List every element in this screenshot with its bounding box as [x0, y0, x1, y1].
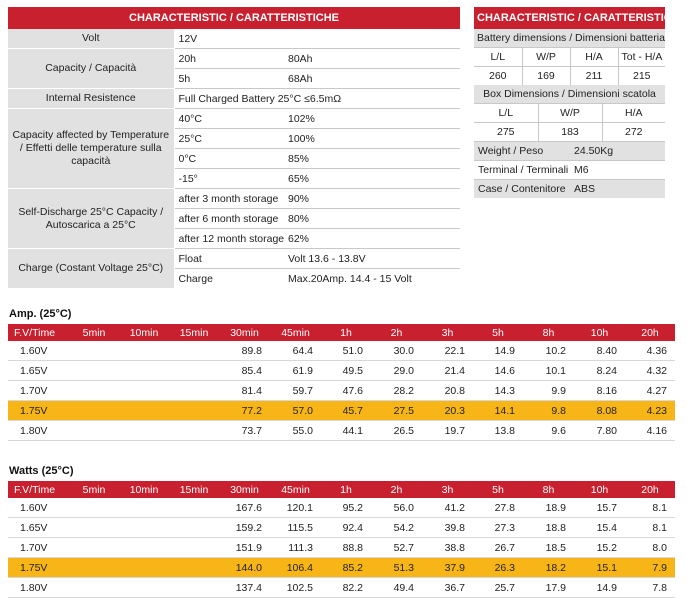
- volt-label: Volt: [8, 29, 174, 49]
- table-cell: [169, 518, 219, 538]
- table-cell: 14.9: [473, 341, 523, 361]
- table-cell: 55.0: [270, 421, 321, 441]
- table-cell: 27.3: [473, 518, 523, 538]
- row-self-discharge-3: [8, 189, 460, 209]
- column-header: 3h: [422, 324, 473, 341]
- column-header: 3h: [422, 481, 473, 498]
- table-cell: 115.5: [270, 518, 321, 538]
- table-cell: 36.7: [422, 578, 473, 598]
- table-cell: 18.8: [523, 518, 574, 538]
- capacity-value: 80Ah: [286, 49, 460, 69]
- table-cell: 9.6: [523, 421, 574, 441]
- table-cell: 61.9: [270, 361, 321, 381]
- table-cell: 14.3: [473, 381, 523, 401]
- terminal-label: Terminal / Terminali: [474, 161, 570, 180]
- temperature-condition: 25°C: [174, 129, 286, 149]
- row-temp-40: [8, 109, 460, 129]
- dimensions-header: W/P: [522, 48, 570, 67]
- table-cell: 20.3: [422, 401, 473, 421]
- table-cell: 27.8: [473, 498, 523, 518]
- column-header: 2h: [371, 481, 422, 498]
- row-volt: [8, 29, 460, 49]
- dimensions-header-row: [474, 48, 665, 67]
- weight-label: Weight / Peso: [474, 142, 570, 161]
- table-cell: 88.8: [321, 538, 371, 558]
- self-discharge-condition: after 3 month storage: [174, 189, 286, 209]
- capacity-label: Capacity / Capacità: [8, 49, 174, 89]
- row-voltage: 1.60V: [8, 341, 69, 361]
- table-cell: 7.8: [625, 578, 675, 598]
- battery-table: [474, 7, 687, 198]
- table-cell: 4.36: [625, 341, 675, 361]
- table-cell: 111.3: [270, 538, 321, 558]
- table-row: [8, 361, 675, 381]
- charge-mode: Charge: [174, 269, 286, 289]
- table-cell: [69, 381, 119, 401]
- row-capacity-20h: [8, 49, 460, 69]
- watts-table-title: Watts (25°C): [9, 465, 74, 477]
- table-cell: 9.9: [523, 381, 574, 401]
- table-cell: [119, 538, 169, 558]
- table-cell: [119, 578, 169, 598]
- table-cell: [69, 361, 119, 381]
- column-header: 5h: [473, 324, 523, 341]
- table-cell: 15.1: [574, 558, 625, 578]
- table-cell: 82.2: [321, 578, 371, 598]
- table-cell: 30.0: [371, 341, 422, 361]
- table-cell: 8.1: [625, 518, 675, 538]
- column-header: 10h: [574, 481, 625, 498]
- column-header: 10h: [574, 324, 625, 341]
- table-cell: [69, 538, 119, 558]
- column-header: F.V/Time: [8, 481, 69, 498]
- column-header: 1h: [321, 481, 371, 498]
- table-row: [8, 421, 675, 441]
- table-cell: 49.5: [321, 361, 371, 381]
- table-cell: 57.0: [270, 401, 321, 421]
- table-cell: 47.6: [321, 381, 371, 401]
- row-charge-float: [8, 249, 460, 269]
- column-header: 30min: [219, 481, 270, 498]
- table-cell: 4.32: [625, 361, 675, 381]
- table-cell: [119, 361, 169, 381]
- table-cell: 26.7: [473, 538, 523, 558]
- dimensions-header: L/L: [474, 48, 522, 67]
- internal-resistance-condition: Full Charged Battery 25°C: [178, 92, 302, 105]
- table-cell: 15.7: [574, 498, 625, 518]
- amp-discharge-table: [8, 324, 675, 441]
- dimensions-value: 211: [570, 67, 618, 86]
- table-cell: 14.1: [473, 401, 523, 421]
- characteristics-table: [8, 7, 460, 288]
- row-voltage: 1.80V: [8, 578, 69, 598]
- temperature-value: 85%: [286, 149, 460, 169]
- row-voltage: 1.70V: [8, 381, 69, 401]
- table-cell: 8.08: [574, 401, 625, 421]
- column-header: 20h: [625, 324, 675, 341]
- column-header: 10min: [119, 324, 169, 341]
- table-cell: 120.1: [270, 498, 321, 518]
- table-cell: 13.8: [473, 421, 523, 441]
- table-cell: 27.5: [371, 401, 422, 421]
- table-cell: [119, 498, 169, 518]
- table-cell: 26.3: [473, 558, 523, 578]
- capacity-time: 5h: [174, 69, 286, 89]
- table-row: [8, 341, 675, 361]
- table-cell: [119, 558, 169, 578]
- table-cell: 15.2: [574, 538, 625, 558]
- table-cell: 38.8: [422, 538, 473, 558]
- temperature-label: Capacity affected by Temperature / Effetti delle temperature sulla capacità: [8, 109, 174, 189]
- table-cell: [169, 421, 219, 441]
- table-cell: [69, 401, 119, 421]
- terminal-row: [474, 161, 665, 180]
- characteristics-title: CHARACTERISTIC / CARATTERISTICHE: [8, 7, 460, 29]
- table-cell: 29.0: [371, 361, 422, 381]
- box-value: 183: [538, 123, 602, 142]
- table-cell: 8.24: [574, 361, 625, 381]
- dimensions-header: Tot - H/A: [618, 48, 665, 67]
- table-cell: [69, 558, 119, 578]
- table-cell: [169, 498, 219, 518]
- column-header: 45min: [270, 481, 321, 498]
- table-cell: 8.1: [625, 498, 675, 518]
- box-dimensions-title: Box Dimensions / Dimensioni scatola: [474, 85, 665, 104]
- table-cell: 26.5: [371, 421, 422, 441]
- temperature-value: 100%: [286, 129, 460, 149]
- table-cell: [169, 341, 219, 361]
- table-cell: [69, 578, 119, 598]
- table-cell: 77.2: [219, 401, 270, 421]
- table-cell: 59.7: [270, 381, 321, 401]
- table-cell: 39.8: [422, 518, 473, 538]
- table-cell: 8.16: [574, 381, 625, 401]
- table-cell: 159.2: [219, 518, 270, 538]
- temperature-condition: 0°C: [174, 149, 286, 169]
- charge-value: Max.20Amp. 14.4 - 15 Volt: [286, 269, 460, 289]
- table-cell: [69, 421, 119, 441]
- dimensions-header: H/A: [570, 48, 618, 67]
- temperature-condition: 40°C: [174, 109, 286, 129]
- table-cell: [69, 498, 119, 518]
- box-header: W/P: [538, 104, 602, 123]
- table-cell: 52.7: [371, 538, 422, 558]
- table-cell: [169, 361, 219, 381]
- table-cell: 51.3: [371, 558, 422, 578]
- table-cell: [119, 518, 169, 538]
- box-header-row: [474, 104, 665, 123]
- weight-row: [474, 142, 665, 161]
- row-voltage: 1.70V: [8, 538, 69, 558]
- column-header: 15min: [169, 481, 219, 498]
- weight-value: 24.50Kg: [570, 142, 665, 161]
- internal-resistance-label: Internal Resistence: [8, 89, 174, 109]
- row-voltage: 1.75V: [8, 401, 69, 421]
- row-voltage: 1.65V: [8, 518, 69, 538]
- internal-resistance-value: ≤6.5mΩ: [304, 92, 342, 105]
- table-cell: [119, 401, 169, 421]
- table-cell: 41.2: [422, 498, 473, 518]
- table-cell: 14.9: [574, 578, 625, 598]
- battery-title: CHARACTERISTIC / CARATTERISTICHE: [474, 7, 665, 29]
- table-cell: 92.4: [321, 518, 371, 538]
- table-cell: 151.9: [219, 538, 270, 558]
- case-value: ABS: [570, 180, 665, 199]
- self-discharge-value: 62%: [286, 229, 460, 249]
- table-cell: 64.4: [270, 341, 321, 361]
- table-row: [8, 578, 675, 598]
- box-value-row: [474, 123, 665, 142]
- table-cell: 9.8: [523, 401, 574, 421]
- capacity-time: 20h: [174, 49, 286, 69]
- column-header: 2h: [371, 324, 422, 341]
- column-header: 15min: [169, 324, 219, 341]
- table-cell: 95.2: [321, 498, 371, 518]
- table-cell: 18.2: [523, 558, 574, 578]
- table-cell: 51.0: [321, 341, 371, 361]
- watts-discharge-table: [8, 481, 675, 598]
- table-cell: [169, 538, 219, 558]
- table-cell: [119, 421, 169, 441]
- volt-value: 12V: [178, 32, 198, 45]
- table-cell: 17.9: [523, 578, 574, 598]
- column-header: F.V/Time: [8, 324, 69, 341]
- column-header: 8h: [523, 324, 574, 341]
- table-cell: 14.6: [473, 361, 523, 381]
- amp-table-title: Amp. (25°C): [9, 308, 72, 320]
- table-cell: 7.9: [625, 558, 675, 578]
- table-cell: 25.7: [473, 578, 523, 598]
- column-header: 5min: [69, 324, 119, 341]
- table-cell: 102.5: [270, 578, 321, 598]
- table-cell: 18.5: [523, 538, 574, 558]
- table-cell: 10.2: [523, 341, 574, 361]
- box-value: 272: [602, 123, 665, 142]
- table-cell: [69, 341, 119, 361]
- table-cell: 85.4: [219, 361, 270, 381]
- dimensions-value-row: [474, 67, 665, 86]
- table-row: [8, 498, 675, 518]
- column-header: 1h: [321, 324, 371, 341]
- table-cell: 49.4: [371, 578, 422, 598]
- header-row: [8, 481, 675, 498]
- table-cell: 37.9: [422, 558, 473, 578]
- self-discharge-value: 90%: [286, 189, 460, 209]
- temperature-value: 102%: [286, 109, 460, 129]
- table-row: [8, 381, 675, 401]
- box-value: 275: [474, 123, 538, 142]
- table-cell: [169, 381, 219, 401]
- table-cell: 137.4: [219, 578, 270, 598]
- table-cell: 54.2: [371, 518, 422, 538]
- box-header: L/L: [474, 104, 538, 123]
- dimensions-value: 169: [522, 67, 570, 86]
- table-cell: 15.4: [574, 518, 625, 538]
- table-cell: 19.7: [422, 421, 473, 441]
- table-cell: 73.7: [219, 421, 270, 441]
- table-cell: [119, 341, 169, 361]
- column-header: 10min: [119, 481, 169, 498]
- row-voltage: 1.80V: [8, 421, 69, 441]
- table-cell: 7.80: [574, 421, 625, 441]
- case-row: [474, 180, 665, 199]
- table-cell: 22.1: [422, 341, 473, 361]
- capacity-value: 68Ah: [286, 69, 460, 89]
- table-cell: 8.40: [574, 341, 625, 361]
- table-cell: [169, 558, 219, 578]
- table-cell: 4.27: [625, 381, 675, 401]
- table-cell: [169, 578, 219, 598]
- self-discharge-condition: after 12 month storage: [174, 229, 286, 249]
- table-cell: 8.0: [625, 538, 675, 558]
- self-discharge-condition: after 6 month storage: [174, 209, 286, 229]
- table-cell: 44.1: [321, 421, 371, 441]
- table-cell: 20.8: [422, 381, 473, 401]
- table-cell: 89.8: [219, 341, 270, 361]
- table-cell: 81.4: [219, 381, 270, 401]
- table-cell: 45.7: [321, 401, 371, 421]
- column-header: 8h: [523, 481, 574, 498]
- table-cell: 56.0: [371, 498, 422, 518]
- battery-dimensions-title: Battery dimensions / Dimensioni batteria: [474, 29, 665, 48]
- temperature-value: 65%: [286, 169, 460, 189]
- table-row: [8, 558, 675, 578]
- charge-value: Volt 13.6 - 13.8V: [286, 249, 460, 269]
- table-cell: 21.4: [422, 361, 473, 381]
- temperature-condition: -15°: [174, 169, 286, 189]
- table-cell: [119, 381, 169, 401]
- row-voltage: 1.75V: [8, 558, 69, 578]
- table-cell: [169, 401, 219, 421]
- table-cell: 144.0: [219, 558, 270, 578]
- table-cell: 4.16: [625, 421, 675, 441]
- table-cell: 18.9: [523, 498, 574, 518]
- table-cell: 28.2: [371, 381, 422, 401]
- charge-mode: Float: [174, 249, 286, 269]
- table-row: [8, 518, 675, 538]
- row-voltage: 1.60V: [8, 498, 69, 518]
- case-label: Case / Contenitore: [474, 180, 570, 199]
- table-cell: 10.1: [523, 361, 574, 381]
- charge-label: Charge (Costant Voltage 25°C): [8, 249, 174, 289]
- table-cell: 167.6: [219, 498, 270, 518]
- dimensions-value: 260: [474, 67, 522, 86]
- row-internal-resistance: [8, 89, 460, 109]
- column-header: 5h: [473, 481, 523, 498]
- column-header: 30min: [219, 324, 270, 341]
- box-header: H/A: [602, 104, 665, 123]
- table-cell: 4.23: [625, 401, 675, 421]
- column-header: 45min: [270, 324, 321, 341]
- column-header: 20h: [625, 481, 675, 498]
- table-cell: 85.2: [321, 558, 371, 578]
- terminal-value: M6: [570, 161, 665, 180]
- table-cell: [69, 518, 119, 538]
- table-row: [8, 401, 675, 421]
- self-discharge-value: 80%: [286, 209, 460, 229]
- header-row: [8, 324, 675, 341]
- table-row: [8, 538, 675, 558]
- self-discharge-label: Self-Discharge 25°C Capacity / Autoscarica a 25°C: [8, 189, 174, 249]
- column-header: 5min: [69, 481, 119, 498]
- row-voltage: 1.65V: [8, 361, 69, 381]
- dimensions-value: 215: [618, 67, 665, 86]
- table-cell: 106.4: [270, 558, 321, 578]
